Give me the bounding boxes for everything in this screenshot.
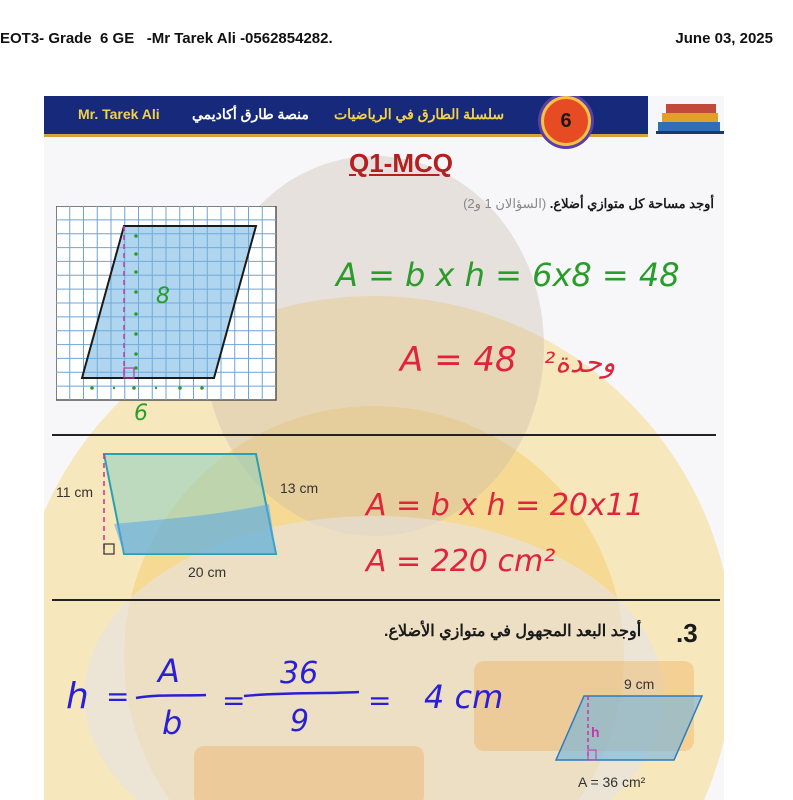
divider-2 — [52, 599, 720, 601]
figure2-height-label: 11 cm — [56, 484, 94, 500]
hw-h: h — [66, 676, 89, 717]
figure3-height-label: h — [591, 724, 600, 740]
parallelogram-figure-2 — [94, 444, 284, 564]
header-date: June 03, 2025 — [675, 30, 773, 47]
figure2-side-label: 13 cm — [280, 480, 319, 496]
hw-numerator-2: 36 — [280, 656, 319, 691]
hw-eq-2: = — [222, 684, 246, 717]
instruction-1-text: أوجد مساحة كل متوازي أضلاع. — [549, 196, 714, 211]
banner-teacher: Mr. Tarek Ali — [78, 106, 160, 122]
hw-result: 4 cm — [424, 678, 504, 716]
question-title: Q1-MCQ — [349, 148, 453, 178]
page-header — [0, 0, 793, 80]
hw-numerator-1: A — [158, 652, 180, 690]
parallelogram-figure-3 — [544, 688, 709, 768]
hw-denominator-1: b — [162, 704, 183, 742]
figure3-area-label: A = 36 cm² — [578, 774, 646, 790]
fraction-bars — [134, 686, 364, 706]
banner-series: سلسلة الطارق في الرياضيات — [334, 106, 505, 122]
instruction-2: أوجد البعد المجهول في متوازي الأضلاع. — [384, 623, 642, 640]
lesson-number-badge: 6 — [541, 96, 591, 146]
handwriting-result-1: A = 48 — [400, 340, 517, 380]
figure1-base-label: 6 — [134, 401, 148, 426]
figure2-base-label: 20 cm — [188, 564, 227, 580]
hw-denominator-2: 9 — [290, 704, 310, 739]
handwriting-unit-1: وحدة² — [544, 346, 616, 379]
instruction-1 — [463, 196, 714, 212]
question-3-number: .3 — [676, 618, 698, 648]
divider-1 — [52, 434, 716, 436]
parallelogram-3-shape — [556, 696, 702, 760]
figure1-height-label: 8 — [156, 284, 170, 309]
header-info: EOT3- Grade 6 GE -Mr Tarek Ali -0562854282. — [0, 30, 333, 47]
hw-eq-1: = — [106, 680, 130, 713]
banner-academy: منصة طارق أكاديمي — [192, 106, 309, 122]
books-icon — [656, 96, 724, 136]
instruction-1-paren: (السؤالان 1 و2) — [463, 196, 547, 211]
figure3-top-label: 9 cm — [624, 676, 655, 692]
handwriting-result-2: A = 220 cm² — [366, 544, 556, 579]
handwriting-formula-1: A = b x h = 6x8 = 48 — [336, 256, 680, 294]
worksheet — [44, 96, 724, 800]
handwriting-formula-2: A = b x h = 20x11 — [366, 488, 644, 523]
hw-eq-3: = — [368, 684, 392, 717]
